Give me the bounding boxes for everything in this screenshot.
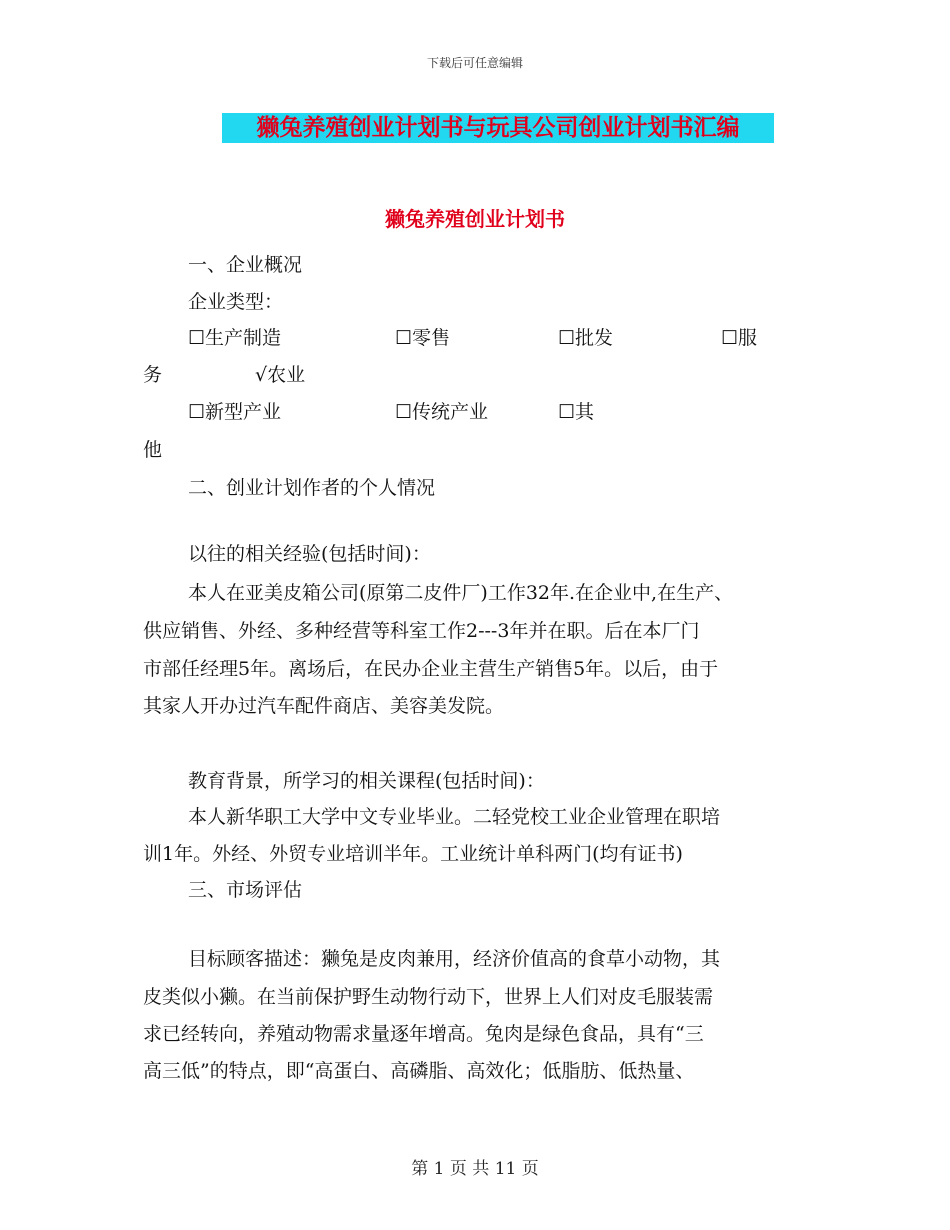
- education-line: 本人新华职工大学中文专业毕业。二轻党校工业企业管理在职培: [188, 806, 721, 828]
- experience-line: 其家人开办过汽车配件商店、美容美发院。: [143, 695, 505, 717]
- section1-heading: 一、企业概况: [188, 254, 303, 276]
- checkbox-service-wrap: 务: [143, 364, 163, 386]
- experience-line: 本人在亚美皮箱公司(原第二皮件厂)工作32年.在企业中,在生产、: [188, 582, 734, 604]
- experience-line: 供应销售、外经、多种经营等科室工作2---3年并在职。后在本厂门: [143, 620, 700, 642]
- section3-heading: 三、市场评估: [188, 879, 303, 901]
- checkbox-agriculture-checked: √农业: [255, 364, 306, 386]
- checkbox-other-wrap: 他: [143, 439, 163, 461]
- header-note: 下载后可任意编辑: [426, 56, 523, 70]
- checkbox-other: ☐其: [558, 401, 595, 423]
- checkbox-service: ☐服: [721, 327, 758, 349]
- experience-label: 以往的相关经验(包括时间)：: [188, 543, 431, 565]
- sub-title: 獭兔养殖创业计划书: [385, 207, 565, 231]
- enterprise-type-label: 企业类型：: [188, 291, 284, 313]
- checkbox-new-industry: ☐新型产业: [188, 401, 282, 423]
- main-title: 獭兔养殖创业计划书与玩具公司创业计划书汇编: [222, 113, 774, 143]
- checkbox-wholesale: ☐批发: [558, 327, 614, 349]
- experience-line: 市部任经理5年。离场后，在民办企业主营生产销售5年。以后，由于: [143, 658, 719, 680]
- market-line: 皮类似小獭。在当前保护野生动物行动下，世界上人们对皮毛服装需: [143, 986, 714, 1008]
- page-footer: 第 1 页 共 11 页: [411, 1159, 539, 1179]
- education-label: 教育背景，所学习的相关课程(包括时间)：: [188, 770, 545, 792]
- market-line: 求已经转向，养殖动物需求量逐年增高。兔肉是绿色食品，具有“三: [143, 1023, 704, 1045]
- section2-heading: 二、创业计划作者的个人情况: [188, 477, 436, 499]
- market-line: 目标顾客描述：獭兔是皮肉兼用，经济价值高的食草小动物，其: [188, 948, 721, 970]
- market-line: 高三低”的特点，即“高蛋白、高磷脂、高效化；低脂肪、低热量、: [143, 1060, 695, 1082]
- checkbox-traditional-industry: ☐传统产业: [395, 401, 489, 423]
- education-line: 训1年。外经、外贸专业培训半年。工业统计单科两门(均有证书): [143, 843, 683, 865]
- checkbox-retail: ☐零售: [395, 327, 451, 349]
- checkbox-manufacturing: ☐生产制造: [188, 327, 282, 349]
